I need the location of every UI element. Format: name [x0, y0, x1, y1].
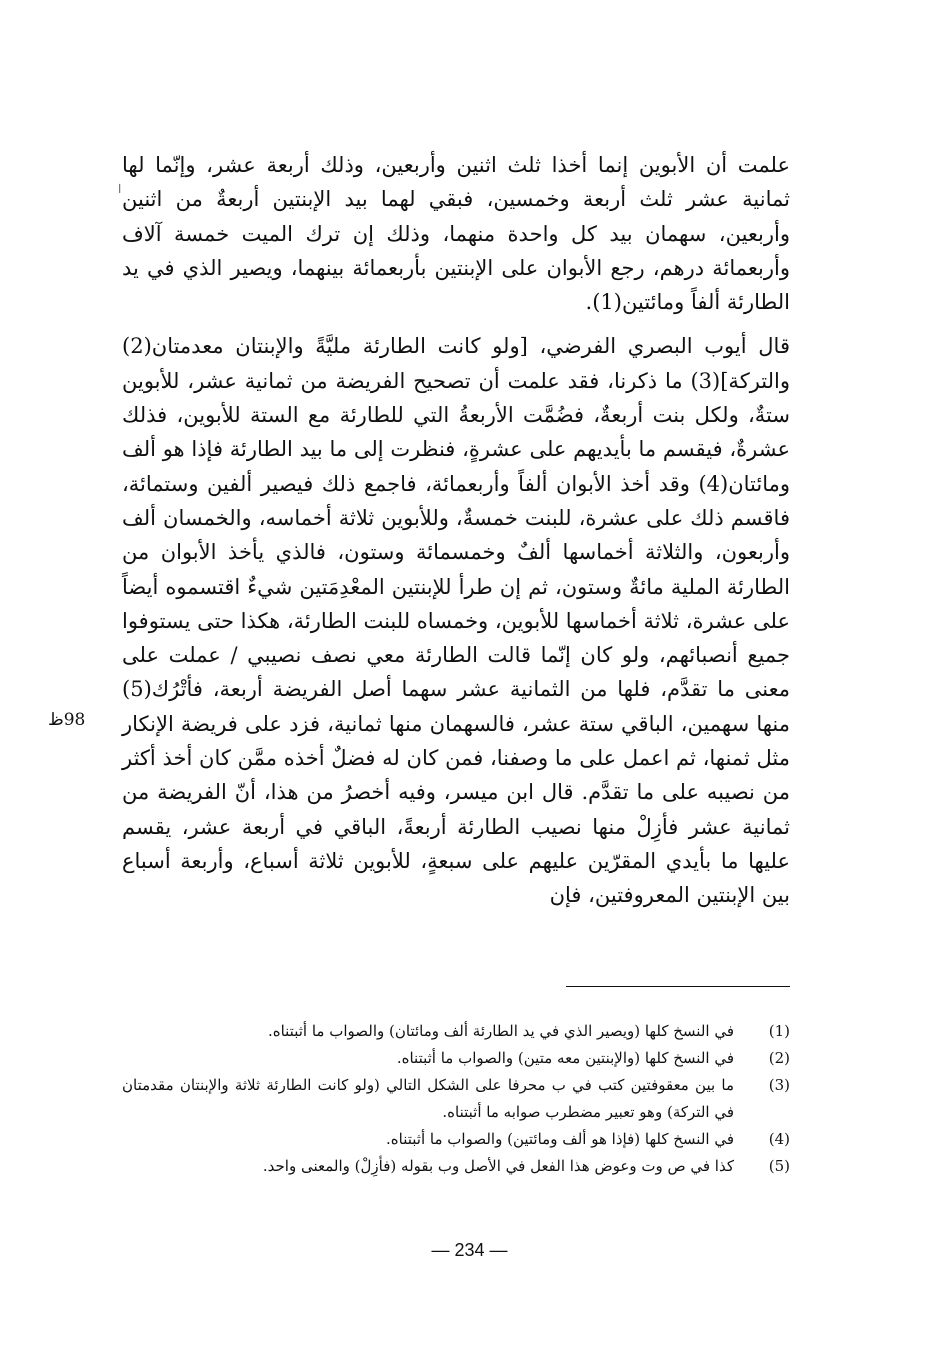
footnote-text: في النسخ كلها (فإذا هو ألف ومائتين) والصواب ما أثبتناه.	[386, 1130, 734, 1148]
footnote-2	[122, 1045, 790, 1072]
footnote-text: كذا في ص وت وعوض هذا الفعل في الأصل وب بقوله (فأزِلْ) والمعنى واحد.	[262, 1157, 734, 1175]
paragraph-1: علمت أن الأبوين إنما أخذا ثلث اثنين وأربعين، وذلك أربعة عشر، وإنّما لها ثمانية عشر ثلث أربعة وخمسين، فبقي لهما بيد الإبنتين أربعةٌ من اثنين وأربعين، سهمان بيد كل واحدة منهما، وذلك إن ترك الميت خمسة آلاف وأربعمائة درهم، رجع الأبوان على الإبنتين بأربعمائة بينهما، ويصير الذي في يد الطارئة ألفاً ومائتين(1).	[122, 153, 790, 315]
footnotes	[122, 1018, 790, 1180]
main-text	[122, 148, 790, 913]
footnote-number: (1)	[768, 1022, 790, 1040]
page-number: — 234 —	[431, 1240, 508, 1260]
margin-tick: ا	[118, 182, 122, 196]
footnote-text: ما بين معقوفتين كتب في ب محرفا على الشكل التالي (ولو كانت الطارئة ثلاثة والإبنتان مقدمتان في التركة) وهو تعبير مضطرب صوابه ما أثبتناه.	[122, 1076, 734, 1121]
paragraph-2: قال أيوب البصري الفرضي، [ولو كانت الطارئة مليَّةً والإبنتان معدمتان(2) والتركة](3) ما ذكرنا، فقد علمت أن تصحيح الفريضة من ثمانية عشر، للأبوين ستةٌ، ولكل بنت أربعةٌ، فضُمَّت الأربعةُ التي للطارئة مع الستة للأبوين، فذلك عشرةٌ، فيقسم ما بأيديهم على عشرةٍ، فنظرت إلى ما بيد الطارئة فإذا هو ألف ومائتان(4) وقد أخذ الأبوان ألفاً وأربعمائة، فاجمع ذلك فيصير ألفين وستمائة، فاقسم ذلك على عشرة، للبنت خمسةٌ، وللأبوين ثلاثة أخماسه، والخمسان ألف وأربعون، والثلاثة أخماسها ألفٌ وخمسمائة وستون، فالذي يأخذ الأبوان من الطارئة الملية مائةٌ وستون، ثم إن طرأ للإبنتين المعْدِمَتين شيءٌ اقتسموه أيضاً على عشرة، ثلاثة أخماسها للأبوين، وخمساه للبنت الطارئة، هكذا حتى يستوفوا جميع أنصبائهم، ولو كان إنّما قالت الطارئة معي نصف نصيبي / عملت على معنى ما تقدَّم، فلها من الثمانية عشر سهما أصل الفريضة أربعة، فأتْرُك(5) منها سهمين، الباقي ستة عشر، فالسهمان منها ثمانية، فزد على فريضة الإنكار مثل ثمنها، ثم اعمل على ما وصفنا، فمن كان له فضلٌ أخذه ممَّن كان أخذ أكثر من نصيبه على ما تقدَّم. قال ابن ميسر، وفيه أخصرُ من هذا، أنّ الفريضة من ثمانية عشر فأزِلْ منها نصيب الطارئة أربعةً، الباقي في أربعة عشر، يقسم عليها ما بأيدي المقرّين عليهم على سبعةٍ، للأبوين ثلاثة أسباع، وأربعة أسباع بين الإبنتين المعروفتين، فإن	[122, 334, 790, 908]
footnote-4	[122, 1126, 790, 1153]
footnote-number: (2)	[768, 1049, 790, 1067]
footnote-number: (5)	[768, 1157, 790, 1175]
footnote-number: (4)	[768, 1130, 790, 1148]
footnote-text: في النسخ كلها (ويصير الذي في يد الطارئة ألف ومائتان) والصواب ما أثبتناه.	[267, 1022, 734, 1040]
footnote-text: في النسخ كلها (والإبنتين معه متين) والصواب ما أثبتناه.	[396, 1049, 734, 1067]
footnote-3	[122, 1072, 790, 1126]
footnote-separator	[566, 986, 790, 987]
folio-margin-note: 98ظ	[48, 710, 86, 730]
footnote-5	[122, 1153, 790, 1180]
footnote-number: (3)	[768, 1076, 790, 1094]
footnote-1	[122, 1018, 790, 1045]
